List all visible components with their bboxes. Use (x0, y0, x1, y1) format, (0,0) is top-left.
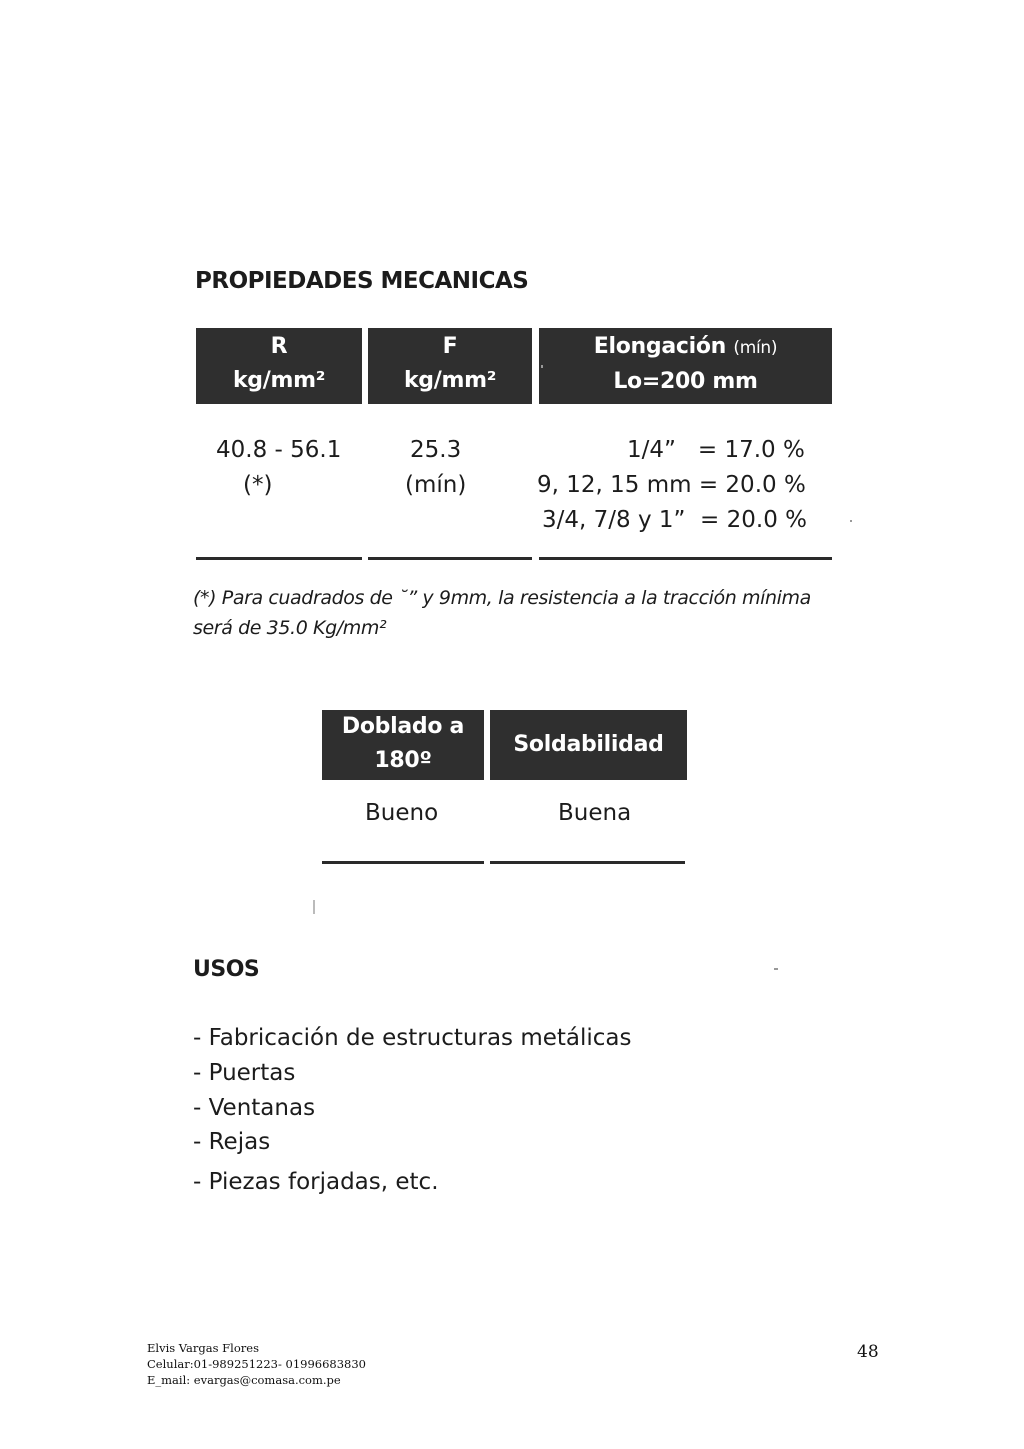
header-elongacion (539, 328, 832, 404)
uso-item: - Piezas forjadas, etc. (193, 1169, 439, 1195)
header-elongacion-min: (mín) (733, 338, 778, 358)
footnote (193, 583, 843, 643)
weld-table-rule-doblado (322, 861, 484, 864)
f-value-note: (mín) (405, 472, 467, 498)
doblado-value: Bueno (365, 800, 439, 826)
header-r-symbol: R (270, 334, 288, 359)
f-value: 25.3 (410, 437, 462, 463)
footer-email: E_mail: evargas@comasa.com.pe (147, 1373, 341, 1387)
header-doblado (322, 710, 484, 780)
mech-table-rule-r (196, 557, 362, 560)
weld-table-rule-soldabilidad (490, 861, 685, 864)
header-doblado-line-2: 180º (374, 748, 432, 773)
r-value-note: (*) (243, 472, 273, 498)
section-title: PROPIEDADES MECANICAS (195, 268, 529, 294)
footnote-line-1: (*) Para cuadrados de ˘” y 9mm, la resistencia a la tracción mínima (193, 587, 811, 609)
header-soldabilidad (490, 710, 687, 780)
header-f (368, 328, 532, 404)
header-elongacion-length: Lo=200 mm (613, 369, 758, 394)
scan-speck (541, 365, 543, 368)
header-r-unit: kg/mm² (232, 368, 326, 393)
page-footer (147, 1340, 366, 1388)
header-soldabilidad-label: Soldabilidad (513, 732, 664, 757)
mech-table-rule-f (368, 557, 532, 560)
uso-item: - Puertas (193, 1060, 296, 1086)
header-elongacion-label: Elongación (593, 334, 727, 359)
r-value-range: 40.8 - 56.1 (216, 437, 342, 463)
uso-item: - Fabricación de estructuras metálicas (193, 1025, 632, 1051)
elong-value-2: 9, 12, 15 mm = 20.0 % (537, 472, 806, 498)
header-f-symbol: F (442, 334, 458, 359)
footer-name: Elvis Vargas Flores (147, 1341, 259, 1355)
elong-value-3: 3/4, 7/8 y 1” = 20.0 % (542, 507, 808, 533)
uso-item: - Ventanas (193, 1095, 316, 1121)
mech-table-rule-elong (539, 557, 832, 560)
soldabilidad-value: Buena (558, 800, 632, 826)
footnote-line-2: será de 35.0 Kg/mm² (193, 617, 387, 639)
scan-speck (313, 900, 315, 914)
header-r (196, 328, 362, 404)
footer-phone: Celular:01-989251223- 01996683830 (147, 1357, 366, 1371)
header-doblado-line-1: Doblado a (341, 714, 465, 739)
header-f-unit: kg/mm² (403, 368, 497, 393)
uso-item: - Rejas (193, 1129, 271, 1155)
usos-title: USOS (193, 957, 260, 982)
elong-value-1: 1/4” = 17.0 % (627, 437, 805, 463)
scan-speck (774, 968, 778, 970)
page-number: 48 (857, 1342, 879, 1362)
scan-speck (850, 520, 852, 522)
